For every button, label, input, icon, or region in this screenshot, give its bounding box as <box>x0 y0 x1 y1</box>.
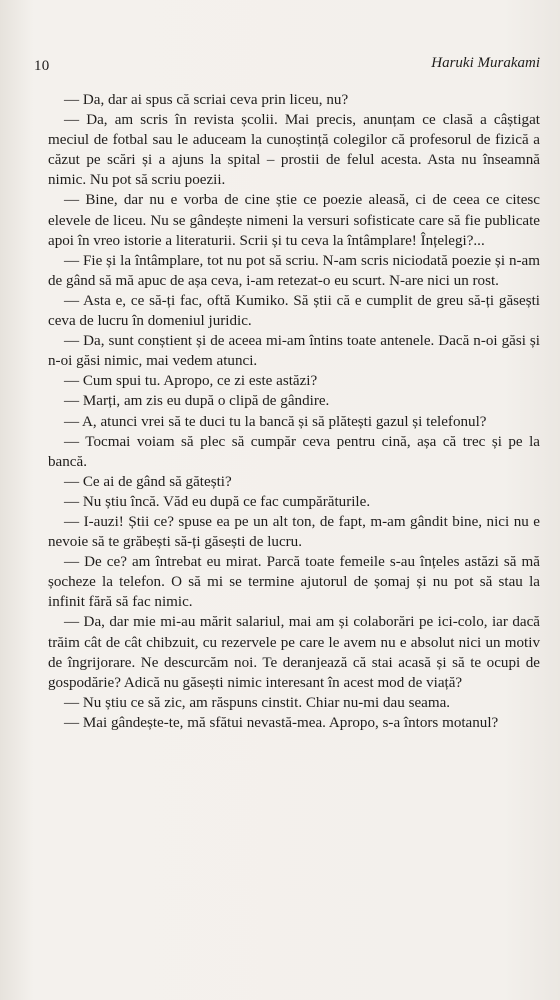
paragraph: — Nu știu încă. Văd eu după ce fac cumpărăturile. <box>64 493 371 510</box>
paragraph: — Asta e, ce să-ți fac, oftă Kumiko. Să știi că e cumplit de greu să-ți găsești ceva de lucru în domeniul juridic. <box>48 292 540 330</box>
paragraph: — Bine, dar nu e vorba de cine știe ce poezie aleasă, ci de ceea ce citesc elevele de liceu. Nu se gândește nimeni la versuri sofisticate care să fie publicate apoi în vreo istorie a literaturii. Scrii și tu ceva la întâmplare! Înțelegi?... <box>48 192 540 249</box>
paragraph: — Ce ai de gând să gătești? <box>64 473 232 490</box>
paragraph: — Da, sunt conștient și de aceea mi-am întins toate antenele. Dacă n-oi găsi și n-oi găsi nimic, mai vedem atunci. <box>48 333 540 370</box>
paragraph: — A, atunci vrei să te duci tu la bancă și să plătești gazul și telefonul? <box>64 413 487 430</box>
paragraph: — Tocmai voiam să plec să cumpăr ceva pentru cină, așa că trec și pe la bancă. <box>48 433 540 470</box>
paragraph: — Marți, am zis eu după o clipă de gândire. <box>64 393 330 410</box>
paragraph: — Da, dar mie mi-au mărit salariul, mai am și colaborări pe ici-colo, iar dacă trăim cât de cât chibzuit, cu rezervele pe care le avem nu e absolut nici un motiv de îngrijorare. Ne descurcăm noi. Te deranjează că stai acasă și să te ocupi de gospodărie? Adică nu găsești nimic interesant în acest mod de viață? <box>48 614 540 691</box>
paragraph: — De ce? am întrebat eu mirat. Parcă toate femeile s-au înțeles astăzi să mă șocheze la telefon. O să mi se termine ajutorul de șomaj și nu pot să stau la infinit fără să fac nimic. <box>48 554 540 611</box>
paragraph: — Cum spui tu. Apropo, ce zi este astăzi? <box>64 373 318 390</box>
running-head-author: Haruki Murakami <box>431 55 540 71</box>
body-text <box>48 90 540 733</box>
page-header <box>34 52 540 80</box>
paragraph: — Da, dar ai spus că scriai ceva prin liceu, nu? <box>64 92 349 108</box>
paragraph: — Fie și la întâmplare, tot nu pot să scriu. N-am scris niciodată poezie și n-am de gând să mă apuc de așa ceva, i-am retezat-o eu scurt. N-are nici un rost. <box>48 252 540 289</box>
page-number: 10 <box>34 58 50 74</box>
paragraph: — Mai gândește-te, mă sfătui nevastă-mea. Apropo, s-a întors motanul? <box>64 714 499 731</box>
paragraph: — Da, am scris în revista școlii. Mai precis, anunțam ce clasă a câștigat meciul de fotbal sau le aduceam la cunoștință colegilor că profesorul de fizică a căzut pe scări și a ajuns la spital – prostii de felul acesta. Asta nu înseamnă nimic. Nu pot să scriu poezii. <box>48 112 540 189</box>
paragraph: — I-auzi! Știi ce? spuse ea pe un alt ton, de fapt, m-am gândit bine, nici nu e nevoie să te grăbești să-ți găsești de lucru. <box>48 513 540 551</box>
paragraph: — Nu știu ce să zic, am răspuns cinstit. Chiar nu-mi dau seama. <box>64 694 451 711</box>
